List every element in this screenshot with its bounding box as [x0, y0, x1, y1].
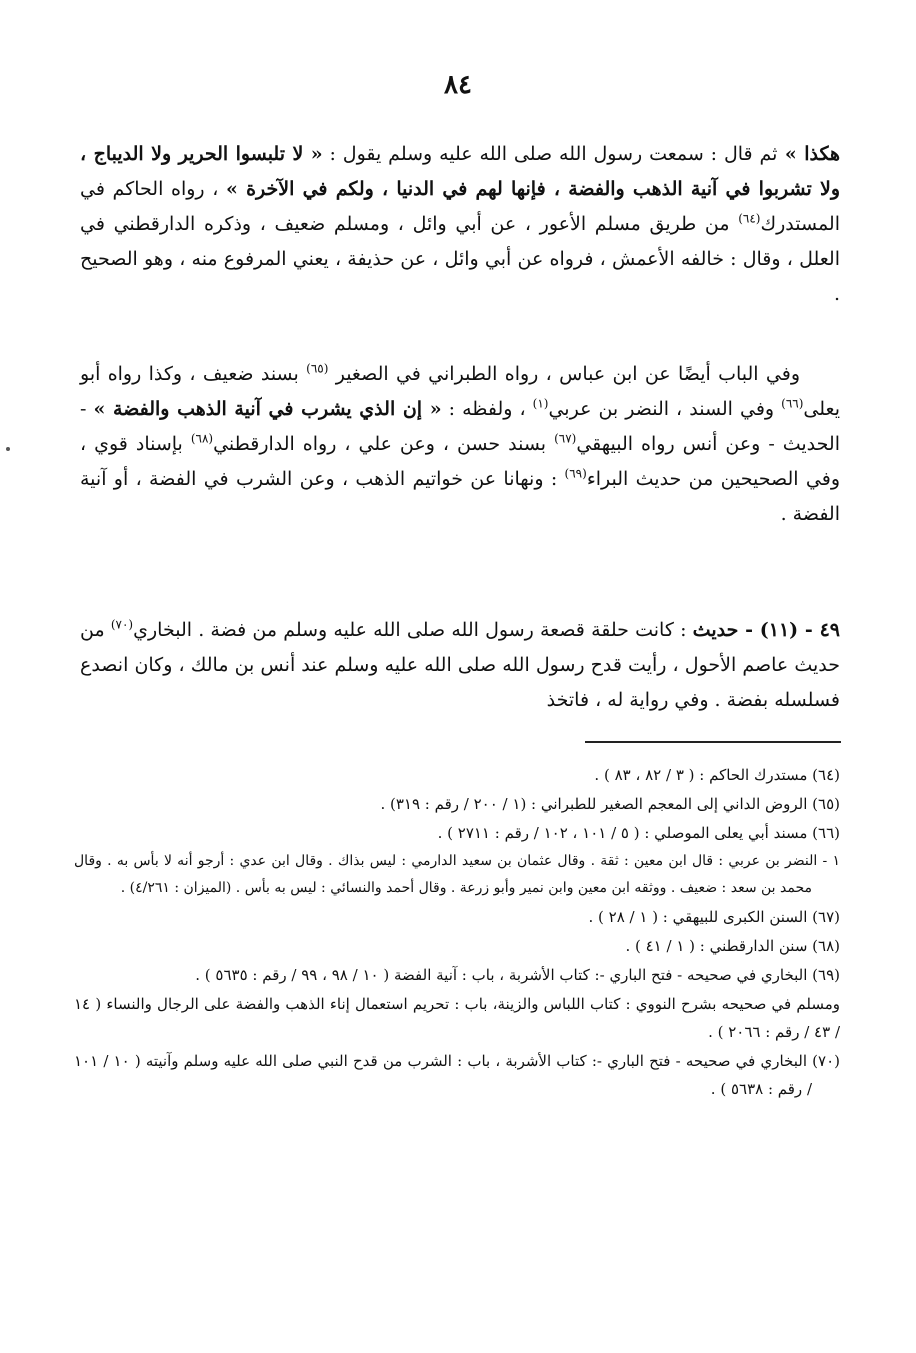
text-run: ، رواه الحاكم في المستدرك: [80, 178, 840, 235]
hadith-paragraph: [80, 613, 840, 718]
footnote-ref: (٦٨): [190, 431, 214, 446]
main-paragraph: [80, 137, 840, 312]
text-run: - الحديث - وعن أنس رواه البيهقي: [80, 398, 840, 455]
footnote-item: (٧٠) البخاري في صحيحه - فتح الباري -: كتاب الأشربة ، باب : الشرب من قدح النبي صلى الله عليه وسلم وآنيته ( ١٠ / ١٠١ / رقم : ٥٦٣٨ ) .: [74, 1052, 840, 1098]
footnotes-list: [74, 761, 840, 1104]
annotation-note: ١ - النضر بن عربي : قال ابن معين : ثقة . وقال عثمان بن سعيد الدارمي : ليس بذاك . وقال ابن عدي : أرجو أنه لا بأس به . وقال محمد بن سعد : ضعيف . ووثقه ابن معين وابن نمير وأبو زرعة . وقال أحمد والنسائي : ليس به بأس . (الميزان : ٤/٢٦١) .: [74, 853, 840, 896]
bold-text: ٤٩ - (١١) - حديث: [692, 619, 840, 641]
text-run: بإسناد قوي ، وفي الصحيحين من حديث البراء: [80, 433, 841, 490]
text-run: بسند حسن ، وعن علي ، رواه الدارقطني: [213, 433, 555, 455]
footnote-item: (٦٨) سنن الدارقطني : ( ١ / ٤١ ) .: [625, 937, 840, 955]
footnote-ref: (١): [532, 396, 549, 411]
footnote-item: (٦٧) السنن الكبرى للبيهقي : ( ١ / ٢٨ ) .: [588, 908, 840, 926]
text-run: من طريق مسلم الأعور ، عن أبي وائل ، ومسلم ضعيف ، وذكره الدارقطني في العلل ، وقال : خالفه الأعمش ، فرواه عن أبي وائل ، عن حذيفة ، يعني المرفوع منه ، وهو الصحيح .: [80, 213, 840, 305]
page-number: ٨٤: [444, 70, 472, 100]
footnote-item: (٦٩) البخاري في صحيحه - فتح الباري -: كتاب الأشربة ، باب : آنية الفضة ( ١٠ / ٩٨ ، ٩٩ / رقم : ٥٦٣٥ ) .: [195, 966, 840, 984]
text-run: : ونهانا عن خواتيم الذهب ، وعن الشرب في الفضة ، أو آنية الفضة .: [80, 468, 840, 525]
bold-text: « إن الذي يشرب في آنية الذهب والفضة »: [93, 398, 442, 420]
text-run: ، ولفظه :: [441, 398, 533, 420]
footnote-ref: (٦٤): [738, 211, 761, 226]
footnote-separator: [585, 741, 841, 743]
bold-text: « لا تلبسوا الحرير ولا الديباج ، ولا تشربوا في آنية الذهب والفضة ، فإنها لهم في الدنيا ، ولكم في الآخرة »: [80, 143, 840, 200]
text-run: وفي الباب أيضًا عن ابن عباس ، رواه الطبراني في الصغير: [328, 363, 800, 385]
footnote-ref: (٧٠): [110, 617, 134, 632]
bold-text: هكذا »: [777, 143, 840, 165]
main-paragraph: [80, 357, 840, 532]
footnote-ref: (٦٩): [564, 466, 587, 481]
footnote-item: (٦٤) مستدرك الحاكم : ( ٣ / ٨٢ ، ٨٣ ) .: [594, 766, 840, 784]
footnote-item: (٦٦) مسند أبي يعلى الموصلي : ( ٥ / ١٠١ ، ١٠٢ / رقم : ٢٧١١ ) .: [437, 824, 840, 842]
text-run: من حديث عاصم الأحول ، رأيت قدح رسول الله صلى الله عليه وسلم عند أنس بن مالك ، وكان انصدع فسلسله بفضة . وفي رواية له ، فاتخذ: [80, 619, 840, 711]
text-run: بسند ضعيف ، وكذا رواه أبو يعلى: [80, 363, 840, 420]
text-run: : كانت حلقة قصعة رسول الله صلى الله عليه وسلم من فضة . البخاري: [133, 619, 693, 641]
text-run: وفي السند ، النضر بن عربي: [548, 398, 782, 420]
footnote-item: ومسلم في صحيحه بشرح النووي : كتاب اللباس والزينة، باب : تحريم استعمال إناء الذهب والفضة على الرجال والنساء ( ١٤ / ٤٣ / رقم : ٢٠٦٦ ) .: [74, 995, 840, 1041]
footnote-item: (٦٥) الروض الداني إلى المعجم الصغير للطبراني : (١ / ٢٠٠ / رقم : ٣١٩) .: [380, 795, 840, 813]
footnote-ref: (٦٥): [306, 361, 329, 376]
margin-speck: [6, 447, 10, 451]
footnote-ref: (٦٧): [554, 431, 577, 446]
text-run: ثم قال : سمعت رسول الله صلى الله عليه وسلم يقول :: [322, 143, 778, 165]
footnote-ref: (٦٦): [781, 396, 804, 411]
